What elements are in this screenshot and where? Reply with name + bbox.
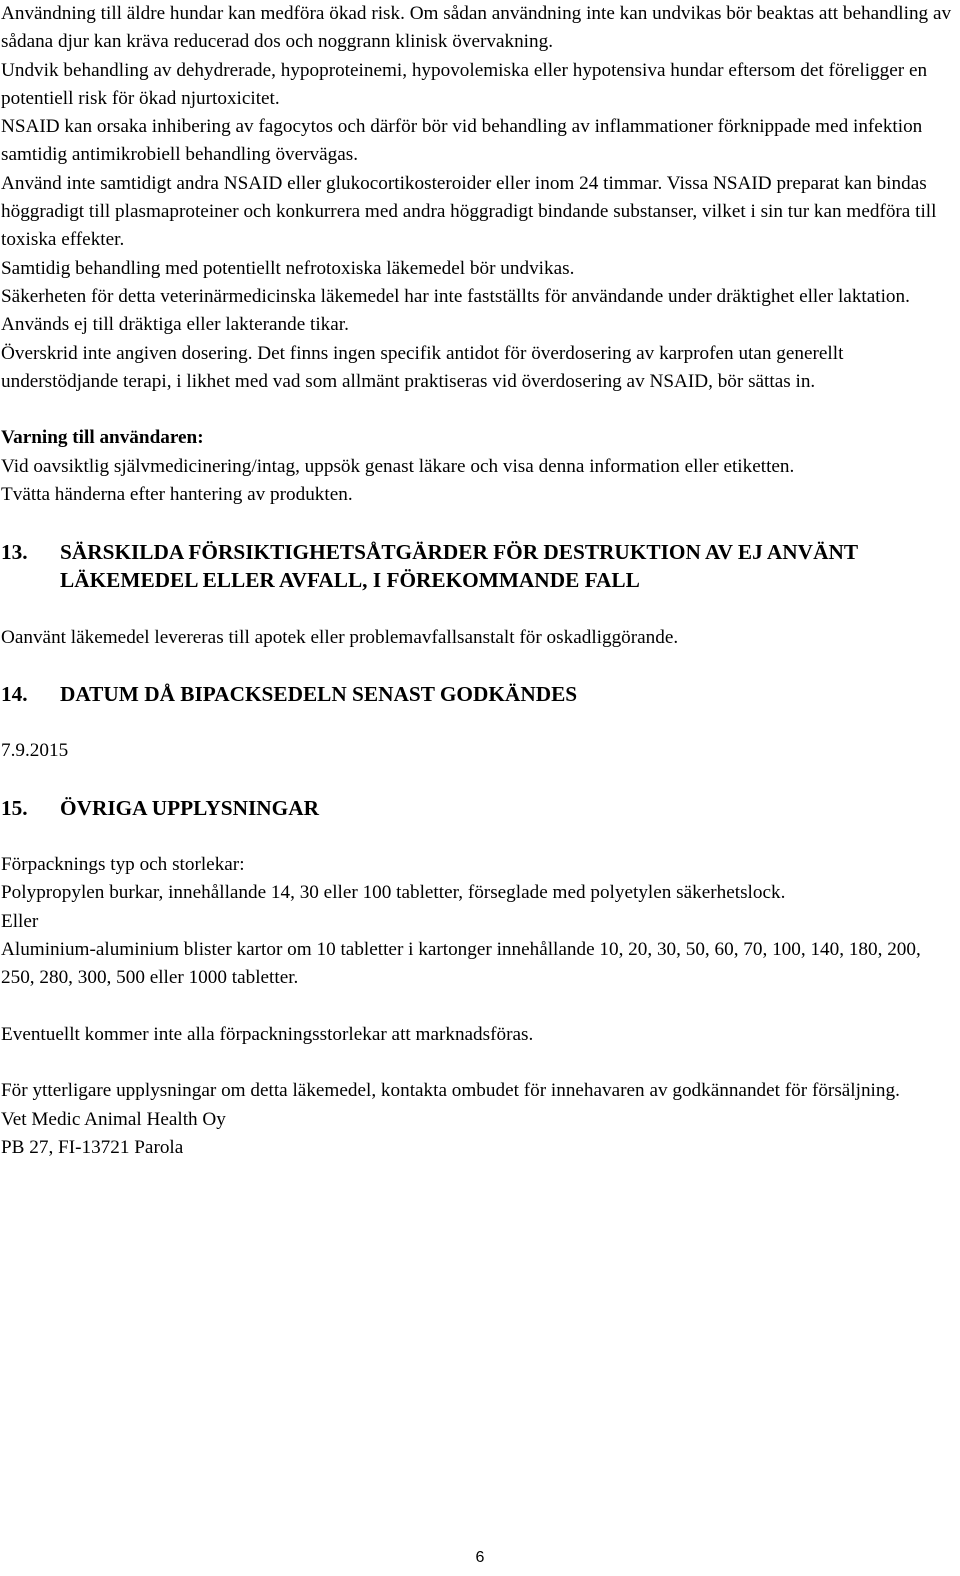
section-14-heading	[1, 680, 956, 709]
section-13-body: Oanvänt läkemedel levereras till apotek eller problemavfallsanstalt för oskadliggörande.	[1, 626, 679, 648]
spacer	[1, 823, 956, 851]
spacer	[1, 992, 956, 1020]
paragraph-dehydrated-dogs: Undvik behandling av dehydrerade, hypoproteinemi, hypovolemiska eller hypotensiva hundar eftersom det föreligger en potentiell risk för ökad njurtoxicitet.	[1, 59, 928, 109]
section-13-title: SÄRSKILDA FÖRSIKTIGHETSÅTGÄRDER FÖR DESTRUKTION AV EJ ANVÄNT LÄKEMEDEL ELLER AVFALL, I FÖREKOMMANDE FALL	[60, 539, 858, 593]
spacer	[1, 766, 956, 794]
package-or: Eller	[1, 910, 39, 932]
section-15-heading	[1, 794, 956, 823]
approval-date: 7.9.2015	[1, 740, 69, 762]
contact-text: För ytterligare upplysningar om detta läkemedel, kontakta ombudet för innehavaren av godkännandet för försäljning.	[1, 1080, 900, 1102]
package-line-blister: Aluminium-aluminium blister kartor om 10 tabletter i kartonger innehållande 10, 20, 30, 50, 60, 70, 100, 140, 180, 200, 250, 280, 300, 500 eller 1000 tabletter.	[1, 938, 921, 989]
company-address: PB 27, FI-13721 Parola	[1, 1136, 184, 1158]
paragraph-nsaid-phagocytosis: NSAID kan orsaka inhibering av fagocytos och därför bör vid behandling av inflammationer förknippade med infektion samtidig antimikrobiell behandling övervägas.	[1, 116, 923, 166]
marketing-note: Eventuellt kommer inte alla förpackningsstorlekar att marknadsföras.	[1, 1023, 534, 1045]
spacer	[1, 595, 956, 623]
spacer	[1, 652, 956, 680]
section-13-heading	[1, 538, 956, 596]
section-13-number: 13.	[1, 539, 28, 564]
user-warning-line-1: Vid oavsiktlig självmedicinering/intag, uppsök genast läkare och visa denna information eller etiketten.	[1, 455, 795, 477]
package-types-label: Förpacknings typ och storlekar:	[1, 853, 245, 875]
document-page	[1, 0, 956, 1162]
section-14-number: 14.	[1, 682, 28, 707]
section-15-number: 15.	[1, 795, 28, 820]
spacer	[1, 509, 956, 537]
spacer	[1, 709, 956, 737]
paragraph-overdose: Överskrid inte angiven dosering. Det finns ingen specifik antidot för överdosering av karprofen utan generellt understödjande terapi, i likhet med vad som allmänt praktiseras vid överdosering av NSAID, bör sättas in.	[1, 342, 844, 392]
page-number: 6	[475, 1549, 485, 1566]
user-warning-line-2: Tvätta händerna efter hantering av produkten.	[1, 484, 353, 506]
package-line-polypropylene: Polypropylen burkar, innehållande 14, 30 eller 100 tabletter, förseglade med polyetylen säkerhetslock.	[1, 882, 786, 904]
spacer	[1, 396, 956, 424]
section-15-title: ÖVRIGA UPPLYSNINGAR	[60, 795, 319, 820]
spacer	[1, 1049, 956, 1077]
paragraph-pregnancy-safety: Säkerheten för detta veterinärmedicinska läkemedel har inte fastställts för användande under dräktighet eller laktation. Används ej till dräktiga eller lakterande tikar.	[1, 285, 910, 336]
section-14-title: DATUM DÅ BIPACKSEDELN SENAST GODKÄNDES	[60, 682, 578, 707]
paragraph-concurrent-nsaid: Använd inte samtidigt andra NSAID eller glukocortikosteroider eller inom 24 timmar. Vissa NSAID preparat kan bindas höggradigt till plasmaproteiner och konkurrera med andra höggradigt bindande substanser, vilket i sin tur kan medföra till toxiska effekter.	[1, 172, 937, 251]
user-warning-title: Varning till användaren:	[1, 427, 204, 449]
paragraph-nephrotoxic: Samtidig behandling med potentiellt nefrotoxiska läkemedel bör undvikas.	[1, 257, 575, 279]
paragraph-older-dogs: Användning till äldre hundar kan medföra ökad risk. Om sådan användning inte kan undvikas bör beaktas att behandling av sådana djur kan kräva reducerad dos och noggrann klinisk övervakning.	[1, 3, 952, 53]
company-name: Vet Medic Animal Health Oy	[1, 1108, 226, 1130]
